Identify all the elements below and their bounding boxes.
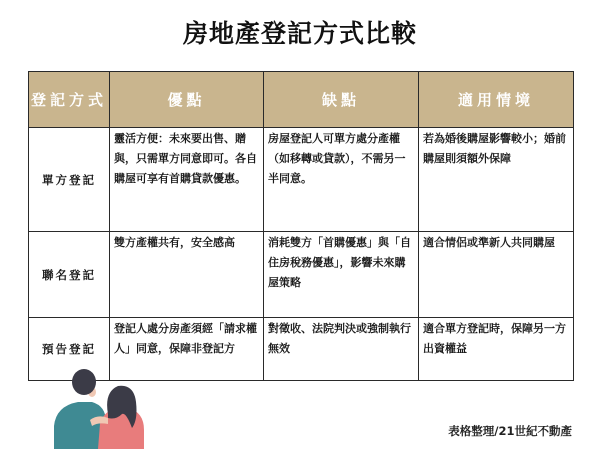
row-pros: 登記人處分房產須經「請求權人」同意，保障非登記方 — [110, 318, 264, 381]
table-header-row — [29, 72, 574, 128]
row-method: 聯名登記 — [29, 232, 110, 318]
row-cons: 房屋登記人可單方處分產權（如移轉或貸款），不需另一半同意。 — [264, 128, 419, 232]
source-credit: 表格整理/21世紀不動產 — [448, 424, 572, 438]
row-pros: 靈活方便：未來要出售、贈與，只需單方同意即可。各自購屋可享有首購貸款優惠。 — [110, 128, 264, 232]
row-pros: 雙方產權共有，安全感高 — [110, 232, 264, 318]
header-scenario: 適用情境 — [419, 72, 574, 128]
table-row — [29, 128, 574, 232]
page-title: 房地產登記方式比較 — [182, 19, 417, 48]
couple-illustration — [46, 362, 151, 449]
row-scenario: 適合單方登記時，保障另一方出資權益 — [419, 318, 574, 381]
row-cons: 消耗雙方「首購優惠」與「自住房稅務優惠」，影響未來購屋策略 — [264, 232, 419, 318]
header-pros: 優點 — [110, 72, 264, 128]
row-method: 單方登記 — [29, 128, 110, 232]
row-scenario: 適合情侶或準新人共同購屋 — [419, 232, 574, 318]
header-method: 登記方式 — [29, 72, 110, 128]
row-cons: 對徵收、法院判決或強制執行無效 — [264, 318, 419, 381]
comparison-table — [28, 71, 574, 381]
table-row — [29, 232, 574, 318]
row-scenario: 若為婚後購屋影響較小；婚前購屋則須額外保障 — [419, 128, 574, 232]
header-cons: 缺點 — [264, 72, 419, 128]
row-method: 預告登記 — [29, 318, 110, 381]
